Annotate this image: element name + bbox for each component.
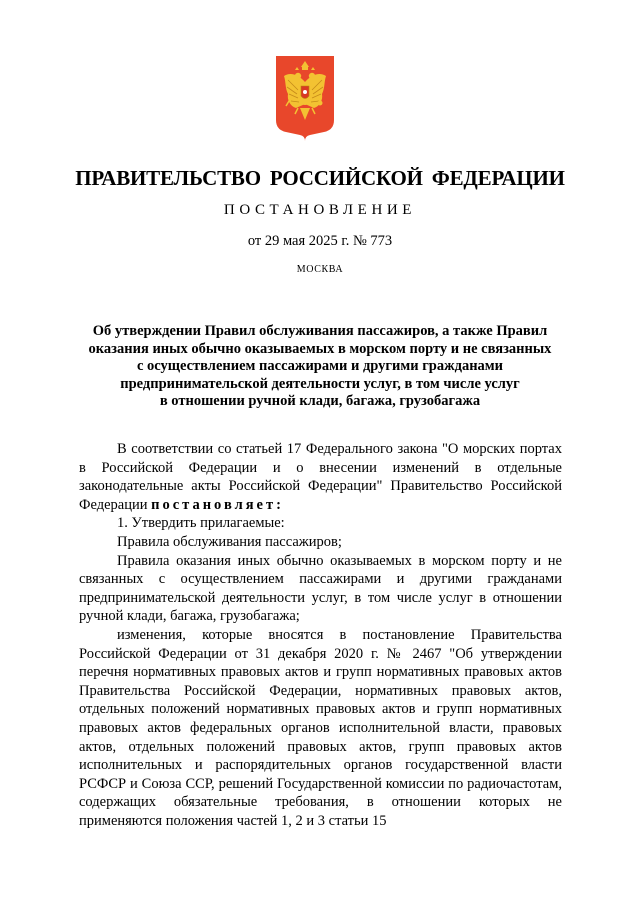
city: МОСКВА (296, 264, 344, 275)
item-1: 1. Утвердить прилагаемые: (117, 515, 285, 532)
item-1b: Правила оказания иных обычно оказываемых в морском порту и не связанных с осуществлением пассажирами и другими гражданами предпринимательской деятельности услуг, в том числе услуг в отношении ручной клади, багажа, грузобагажа; (79, 552, 562, 625)
resolves-word: постановляет: (151, 496, 284, 513)
title-line: в отношении ручной клади, багажа, грузобагажа (159, 393, 481, 409)
document-title (70, 323, 570, 411)
item-1a: Правила обслуживания пассажиров; (117, 533, 342, 550)
title-line: Об утверждении Правил обслуживания пассажиров, а также Правил (92, 323, 548, 339)
item-1c: изменения, которые вносятся в постановление Правительства Российской Федерации от 31 декабря 2020 г. № 2467 "Об утверждении перечня нормативных правовых актов и групп нормативных правовых актов Правительства Российской Федерации, нормативных правовых актов, отдельных положений нормативных правовых актов и групп нормативных правовых актов федеральных органов исполнительной власти, правовых актов, отдельных положений правовых актов, групп правовых актов исполнительных и распорядительных органов государственной власти РСФСР и Союза ССР, решений Государственной комиссии по радиочастотам, содержащих обязательные требования, в отношении которых не применяются положения частей 1, 2 и 3 статьи 15 (79, 626, 562, 829)
coat-of-arms-icon (276, 56, 334, 141)
document-body (79, 440, 562, 830)
intro-paragraph (79, 440, 562, 514)
title-line: с осуществлением пассажирами и другими гражданами (136, 358, 504, 374)
title-line: оказания иных обычно оказываемых в морском порту и не связанных (88, 340, 552, 357)
document-type: ПОСТАНОВЛЕНИЕ (223, 202, 417, 218)
intro-text: В соответствии со статьей 17 Федерального закона "О морских портах в Российской Федерации и о внесении изменений в отдельные законодательные акты Российской Федерации" Правительство Российской Федерации (79, 441, 562, 513)
date-and-number: от 29 мая 2025 г. № 773 (247, 233, 393, 249)
government-name: ПРАВИТЕЛЬСТВО РОССИЙСКОЙ ФЕДЕРАЦИИ (75, 166, 565, 190)
title-line: предпринимательской деятельности услуг, в том числе услуг (120, 375, 520, 392)
